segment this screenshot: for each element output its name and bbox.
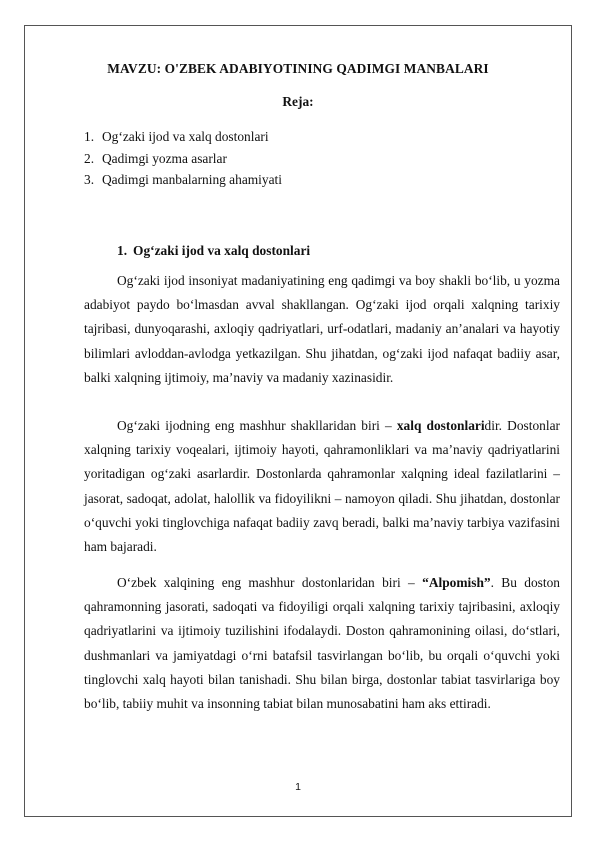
document-title: MAVZU: O'ZBEK ADABIYOTINING QADIMGI MANBALARI xyxy=(107,61,489,76)
plan-item xyxy=(84,126,282,148)
plan-item-number: 2. xyxy=(84,150,95,166)
paragraph-2-bold-term: xalq dostonlari xyxy=(396,418,485,433)
paragraph-3-rest: . Bu doston qahramonning jasorati, sadoqati va fidoyiligi orqali xalqning tarixiy tajribasini, axloqiy qadriyatlarini va ijtimoiy tuzilishini ifodalaydi. Doston qahramonining oilasi, do‘stlari, dushmanlari va jamiyatdagi o‘rni batafsil tasvirlangan bo‘lib, bu orqali o‘quvchi yoki tinglovchi xalq hayoti bilan tanishadi. Shu bilan birga, dostonlar tabiat tasvirlariga boy bo‘lib, tabiiy muhit va insonning tabiat bilan munosabatini ham aks ettiradi. xyxy=(84,575,560,712)
plan-item xyxy=(84,148,282,170)
page-number: 1 xyxy=(295,781,301,793)
paragraph-3 xyxy=(84,571,560,716)
paragraph-3-lead: O‘zbek xalqining eng mashhur dostonlaridan biri – xyxy=(117,575,423,590)
section-heading xyxy=(117,243,310,259)
section-number: 1. xyxy=(117,243,128,258)
plan-list xyxy=(84,126,282,191)
section-title: Og‘zaki ijod va xalq dostonlari xyxy=(133,243,311,258)
plan-item-text: Qadimgi yozma asarlar xyxy=(102,150,227,166)
plan-item-number: 1. xyxy=(84,129,95,144)
paragraph-1: Og‘zaki ijod insoniyat madaniyatining eng qadimgi va boy shakli bo‘lib, u yozma adabiyot paydo bo‘lmasdan avval shakllangan. Og‘zaki ijod orqali xalqning tarixiy tajribasi, dunyoqarashi, axloqiy qadriyatlari, urf-odatlari, madaniy an’analari va hayotiy bilimlari avloddan-avlodga yetkazilgan. Shu jihatdan, og‘zaki ijod nafaqat badiiy asar, balki xalqning ijtimoiy, ma’naviy va madaniy xazinasidir. xyxy=(84,273,560,385)
paragraph-2-rest: dir. Dostonlar xalqning tarixiy voqealari, ijtimoiy hayoti, qahramonliklari va ma’naviy qadriyatlarini yoritadigan og‘zaki asarlardir. Dostonlarda qahramonlar xalqning ideal fazilatlarini – jasorat, sadoqat, adolat, halollik va fidoyilikni – namoyon qiladi. Shu jihatdan, dostonlar o‘quvchi yoki tinglovchiga nafaqat badiiy zavq beradi, balki ma’naviy tarbiya vazifasini ham bajaradi. xyxy=(84,418,560,555)
paragraph-2-lead: Og‘zaki ijodning eng mashhur shakllaridan biri – xyxy=(117,418,397,433)
plan-item-text: Qadimgi manbalarning ahamiyati xyxy=(102,172,282,187)
paragraph-3-bold-term: “Alpomish” xyxy=(422,575,491,590)
plan-item xyxy=(84,169,282,191)
plan-item-text: Og‘zaki ijod va xalq dostonlari xyxy=(102,129,269,144)
plan-item-number: 3. xyxy=(84,172,95,187)
paragraph-2 xyxy=(84,414,560,559)
plan-heading: Reja: xyxy=(282,94,314,109)
